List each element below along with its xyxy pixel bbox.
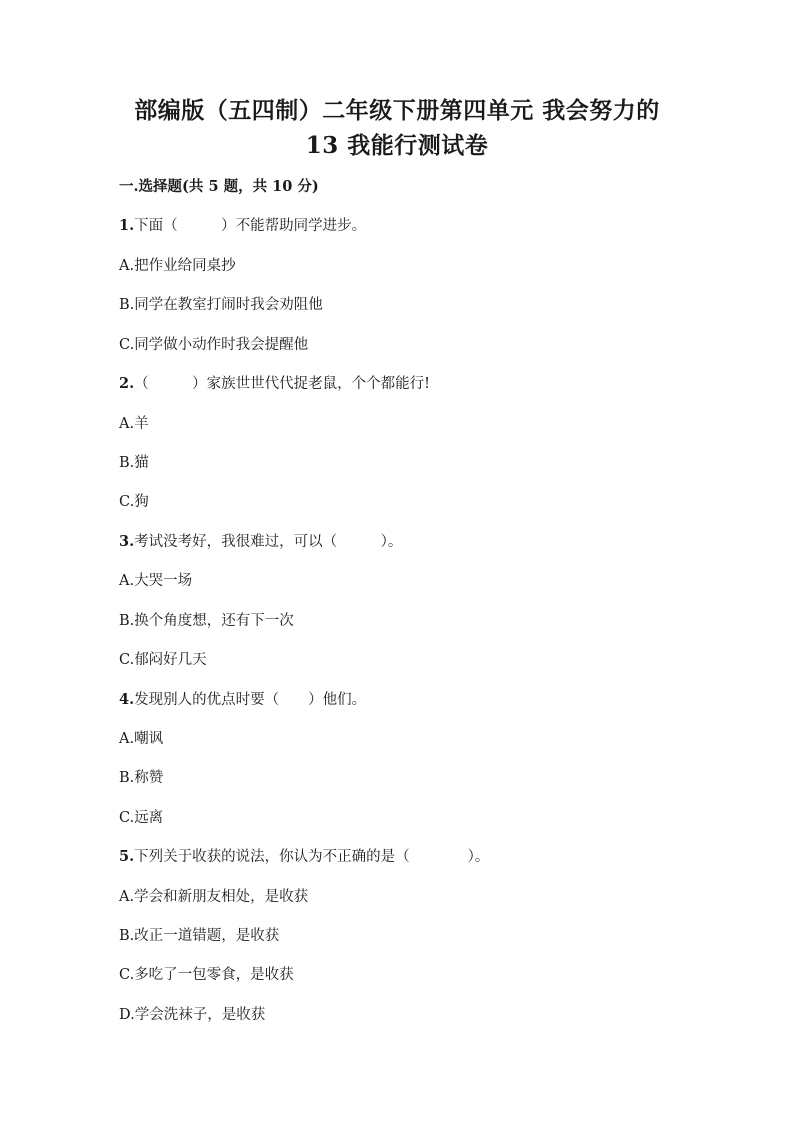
option-text: 郁闷好几天 bbox=[134, 652, 207, 668]
question-3-option-b bbox=[119, 611, 294, 631]
question-4-option-a bbox=[119, 729, 163, 749]
option-letter: B. bbox=[119, 297, 135, 313]
question-4 bbox=[119, 690, 366, 710]
question-1-option-c bbox=[119, 335, 308, 355]
question-2-option-b bbox=[119, 453, 149, 473]
section-heading: 一.选择题(共 5 题，共 10 分) bbox=[119, 178, 319, 195]
option-text: 猫 bbox=[134, 455, 149, 471]
question-number: 3. bbox=[119, 533, 135, 550]
option-letter: A. bbox=[119, 416, 135, 432]
option-letter: C. bbox=[119, 337, 135, 353]
question-4-option-c bbox=[119, 808, 163, 828]
question-number: 4. bbox=[119, 691, 135, 708]
question-5-option-a bbox=[119, 887, 308, 907]
question-5-option-d bbox=[119, 1005, 265, 1025]
option-text: 把作业给同桌抄 bbox=[134, 258, 236, 274]
question-1 bbox=[119, 216, 366, 236]
option-letter: D. bbox=[119, 1007, 135, 1023]
question-3-option-c bbox=[119, 650, 207, 670]
option-text: 称赞 bbox=[134, 770, 164, 786]
question-1-option-b bbox=[119, 295, 323, 315]
option-text: 同学在教室打闹时我会劝阻他 bbox=[134, 297, 323, 313]
option-text: 学会和新朋友相处，是收获 bbox=[134, 889, 309, 905]
option-letter: B. bbox=[119, 770, 135, 786]
option-text: 嘲讽 bbox=[134, 731, 164, 747]
option-text: 换个角度想，还有下一次 bbox=[134, 613, 294, 629]
question-3-option-a bbox=[119, 571, 192, 591]
question-stem: 下列关于收获的说法，你认为不正确的是（ ）。 bbox=[134, 849, 490, 865]
question-5-option-c bbox=[119, 965, 294, 985]
option-text: 多吃了一包零食，是收获 bbox=[134, 967, 294, 983]
option-letter: B. bbox=[119, 613, 135, 629]
option-letter: C. bbox=[119, 967, 135, 983]
exam-title-line-2: 13 我能行测试卷 bbox=[305, 132, 489, 159]
question-stem: （ ）家族世世代代捉老鼠，个个都能行! bbox=[134, 376, 430, 392]
option-letter: C. bbox=[119, 652, 135, 668]
option-text: 狗 bbox=[134, 494, 149, 510]
question-5 bbox=[119, 847, 489, 867]
question-1-option-a bbox=[119, 256, 236, 276]
question-5-option-b bbox=[119, 926, 279, 946]
option-letter: A. bbox=[119, 573, 135, 589]
question-stem: 下面（ ）不能帮助同学进步。 bbox=[134, 218, 367, 234]
exam-title-line-1: 部编版（五四制）二年级下册第四单元 我会努力的 bbox=[134, 97, 660, 124]
option-letter: A. bbox=[119, 889, 135, 905]
option-letter: C. bbox=[119, 494, 135, 510]
question-stem: 考试没考好，我很难过，可以（ ）。 bbox=[134, 534, 403, 550]
option-text: 大哭一场 bbox=[134, 573, 193, 589]
question-2-option-c bbox=[119, 492, 149, 512]
option-text: 羊 bbox=[134, 416, 149, 432]
question-number: 2. bbox=[119, 375, 135, 392]
option-text: 同学做小动作时我会提醒他 bbox=[134, 337, 309, 353]
option-text: 改正一道错题，是收获 bbox=[134, 928, 280, 944]
question-number: 5. bbox=[119, 848, 135, 865]
option-letter: B. bbox=[119, 455, 135, 471]
option-letter: A. bbox=[119, 258, 135, 274]
question-stem: 发现别人的优点时要（ ）他们。 bbox=[134, 692, 367, 708]
question-2 bbox=[119, 374, 430, 394]
option-letter: C. bbox=[119, 810, 135, 826]
question-3 bbox=[119, 532, 402, 552]
question-number: 1. bbox=[119, 217, 135, 234]
option-letter: B. bbox=[119, 928, 135, 944]
question-4-option-b bbox=[119, 768, 163, 788]
question-2-option-a bbox=[119, 414, 149, 434]
option-text: 远离 bbox=[134, 810, 164, 826]
option-text: 学会洗袜子，是收获 bbox=[134, 1007, 266, 1023]
option-letter: A. bbox=[119, 731, 135, 747]
